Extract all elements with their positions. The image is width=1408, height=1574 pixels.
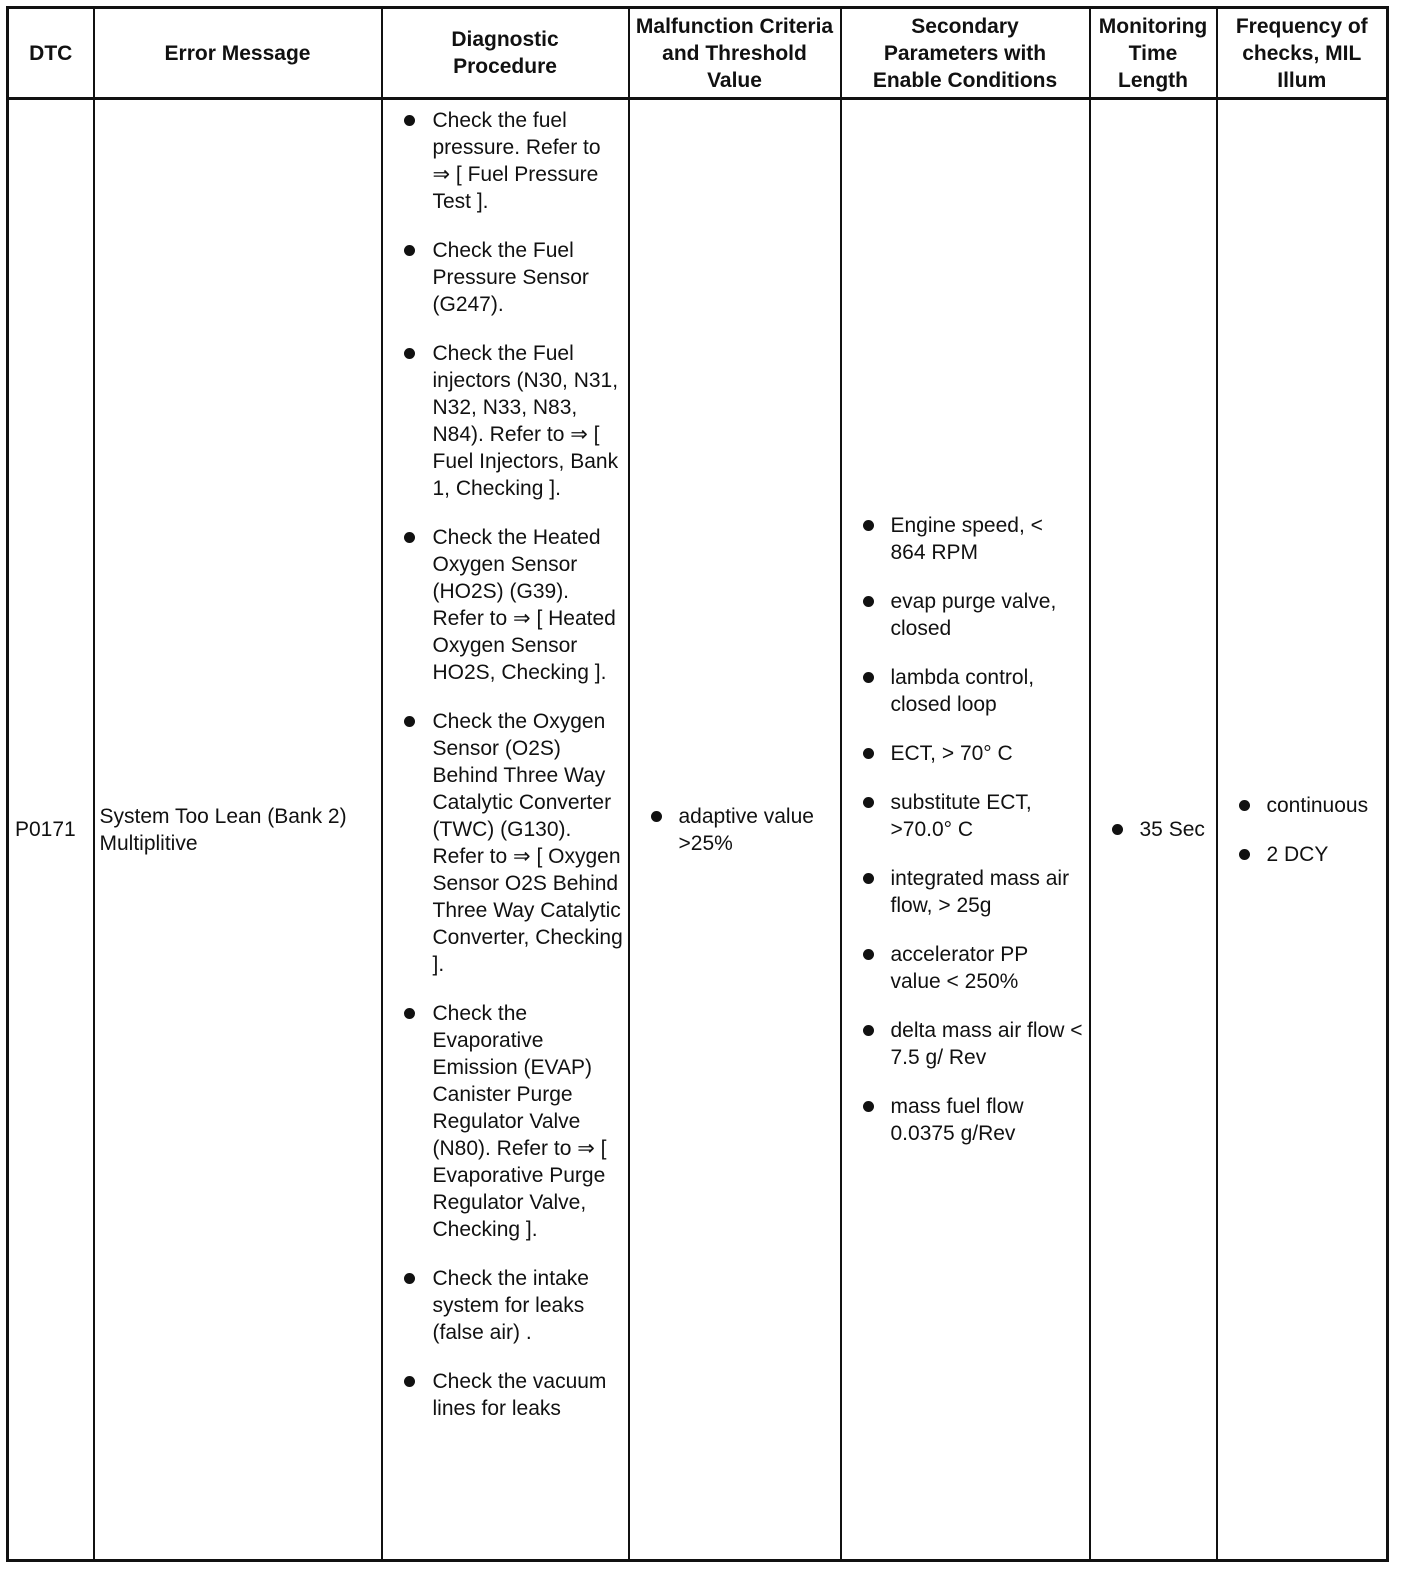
list-item: [433, 1265, 624, 1346]
list-item: [891, 664, 1083, 718]
header-monitoring-time: Monitoring Time Length: [1090, 8, 1217, 99]
list-item: [891, 941, 1083, 995]
frequency-list: [1218, 792, 1387, 868]
list-item-text: substitute ECT, >70.0° C: [890, 791, 1032, 841]
bullet-icon: [404, 1376, 415, 1387]
bullet-icon: [863, 672, 874, 683]
list-item: [1267, 792, 1383, 819]
list-item: [433, 1000, 624, 1243]
list-item: [891, 789, 1083, 843]
table-header: [8, 8, 1388, 99]
table-body: [8, 99, 1388, 1561]
dtc-code: P0171: [8, 99, 94, 1561]
bullet-icon: [404, 716, 415, 727]
list-item-text: Check the vacuum lines for leaks: [432, 1370, 607, 1420]
list-item-text: mass fuel flow 0.0375 g/Rev: [890, 1095, 1024, 1145]
header-row: [8, 8, 1388, 99]
list-item-text: adaptive value >25%: [678, 804, 814, 855]
bullet-icon: [404, 1008, 415, 1019]
list-item-text: Check the Oxygen Sensor (O2S) Behind Three Way Catalytic Converter (TWC) (G130). Refer to ⇒ [ Oxygen Sensor O2S Behind Three Way Catalytic Converter, Checking ].: [432, 710, 623, 976]
list-item-text: Check the Fuel Pressure Sensor (G247).: [432, 239, 589, 316]
list-item-text: Check the Fuel injectors (N30, N31, N32, N33, N83, N84). Refer to ⇒ [ Fuel Injectors, Bank 1, Checking ].: [432, 342, 619, 500]
list-item-text: ECT, > 70° C: [890, 742, 1013, 765]
bullet-icon: [1239, 800, 1250, 811]
list-item: [433, 340, 624, 502]
frequency-cell: [1217, 99, 1388, 1561]
bullet-icon: [404, 245, 415, 256]
diagnostic-procedure-cell: [382, 99, 629, 1561]
bullet-icon: [651, 811, 662, 822]
monitoring-time-cell: [1090, 99, 1217, 1561]
secondary-parameters-cell: [841, 99, 1090, 1561]
list-item-text: Engine speed, < 864 RPM: [890, 514, 1043, 564]
list-item: [433, 107, 624, 215]
bullet-icon: [863, 1025, 874, 1036]
header-error-message: Error Message: [94, 8, 382, 99]
list-item: [433, 708, 624, 978]
list-item-text: Check the intake system for leaks (false air) .: [432, 1267, 589, 1344]
bullet-icon: [863, 949, 874, 960]
header-frequency: Frequency of checks, MIL Illum: [1217, 8, 1388, 99]
list-item: [1267, 841, 1383, 868]
monitoring-time-list: [1091, 816, 1216, 843]
bullet-icon: [863, 748, 874, 759]
secondary-parameters-list: [842, 512, 1089, 1147]
header-diagnostic-procedure: Diagnostic Procedure: [382, 8, 629, 99]
list-item: [891, 865, 1083, 919]
bullet-icon: [863, 520, 874, 531]
bullet-icon: [863, 596, 874, 607]
list-item-text: Check the Evaporative Emission (EVAP) Canister Purge Regulator Valve (N80). Refer to ⇒ [ Evaporative Purge Regulator Valve, Checking ].: [432, 1002, 607, 1241]
list-item: [891, 740, 1083, 767]
list-item-text: Check the fuel pressure. Refer to ⇒ [ Fuel Pressure Test ].: [432, 109, 601, 213]
list-item: [891, 512, 1083, 566]
malfunction-criteria-list: [630, 803, 840, 857]
list-item-text: lambda control, closed loop: [890, 666, 1035, 716]
list-item-text: integrated mass air flow, > 25g: [890, 867, 1070, 917]
bullet-icon: [863, 873, 874, 884]
list-item: [891, 588, 1083, 642]
bullet-icon: [863, 1101, 874, 1112]
list-item: [433, 237, 624, 318]
bullet-icon: [404, 115, 415, 126]
list-item-text: evap purge valve, closed: [890, 590, 1057, 640]
list-item: [433, 1368, 624, 1422]
list-item-text: accelerator PP value < 250%: [890, 943, 1028, 993]
error-message: System Too Lean (Bank 2) Multiplitive: [94, 99, 382, 1561]
bullet-icon: [404, 532, 415, 543]
bullet-icon: [1112, 824, 1123, 835]
list-item: [433, 524, 624, 686]
bullet-icon: [404, 348, 415, 359]
list-item: [891, 1017, 1083, 1071]
header-malfunction-criteria: Malfunction Criteria and Threshold Value: [629, 8, 841, 99]
malfunction-criteria-cell: [629, 99, 841, 1561]
header-dtc: DTC: [8, 8, 94, 99]
dtc-table: [6, 6, 1389, 1562]
bullet-icon: [863, 797, 874, 808]
list-item: [1140, 816, 1212, 843]
bullet-icon: [404, 1273, 415, 1284]
list-item-text: continuous: [1266, 793, 1369, 817]
list-item-text: delta mass air flow < 7.5 g/ Rev: [890, 1019, 1083, 1069]
header-secondary-parameters: Secondary Parameters with Enable Conditions: [841, 8, 1090, 99]
diagnostic-procedure-list: [383, 100, 628, 1422]
list-item-text: 35 Sec: [1139, 818, 1205, 841]
bullet-icon: [1239, 849, 1250, 860]
list-item: [891, 1093, 1083, 1147]
list-item: [679, 803, 836, 857]
table-row: [8, 99, 1388, 1561]
list-item-text: 2 DCY: [1266, 842, 1329, 866]
list-item-text: Check the Heated Oxygen Sensor (HO2S) (G39). Refer to ⇒ [ Heated Oxygen Sensor HO2S, Checking ].: [432, 526, 616, 684]
